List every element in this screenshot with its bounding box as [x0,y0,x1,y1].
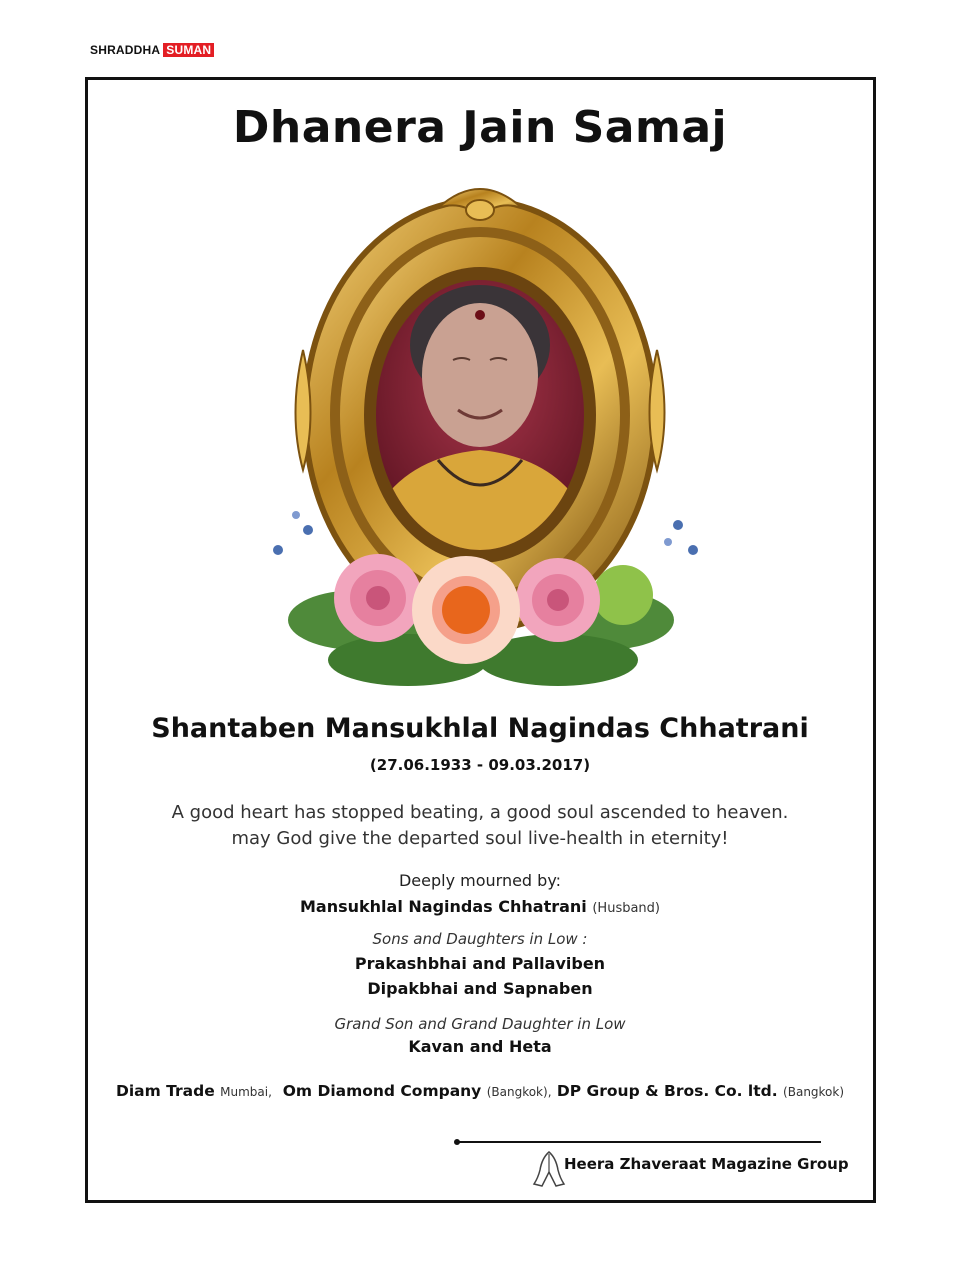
grand-names: Kavan and Heta [408,1037,552,1056]
divider-rule [457,1141,821,1143]
son-couple-1: Prakashbhai and Pallaviben [354,954,606,973]
husband-relation: (Husband) [592,901,660,916]
company-name-2: Om Diamond Company [282,1082,482,1100]
sons-heading: Sons and Daughters in Low : [372,930,588,948]
mourned-heading: Deeply mourned by: [398,871,562,890]
quote-line-1: A good heart has stopped beating, a good soul ascended to heaven. [171,802,789,823]
company-location-1: Mumbai, [220,1085,272,1099]
grand-heading: Grand Son and Grand Daughter in Low [334,1015,626,1033]
praying-hands-icon [530,1148,568,1190]
husband-line [0,897,960,916]
company-name-3: DP Group & Bros. Co. ltd. [556,1082,778,1100]
portrait-frame [248,170,714,700]
company-name-1: Diam Trade [115,1082,215,1100]
brand-part-1: SHRADDHA [90,43,161,57]
footer-group: Heera Zhaveraat Magazine Group [564,1155,849,1173]
life-dates: (27.06.1933 - 09.03.2017) [369,756,591,774]
brand-logo [90,43,214,57]
page-title: Dhanera Jain Samaj [232,102,728,153]
company-location-3: (Bangkok) [783,1085,845,1099]
deceased-name: Shantaben Mansukhlal Nagindas Chhatrani [151,713,809,744]
companies-line [0,1082,960,1100]
son-couple-2: Dipakbhai and Sapnaben [367,979,593,998]
company-location-2: (Bangkok), [486,1085,552,1099]
quote-line-2: may God give the departed soul live-health in eternity! [231,828,729,849]
husband-name: Mansukhlal Nagindas Chhatrani [300,897,587,916]
brand-part-2: SUMAN [163,43,214,57]
